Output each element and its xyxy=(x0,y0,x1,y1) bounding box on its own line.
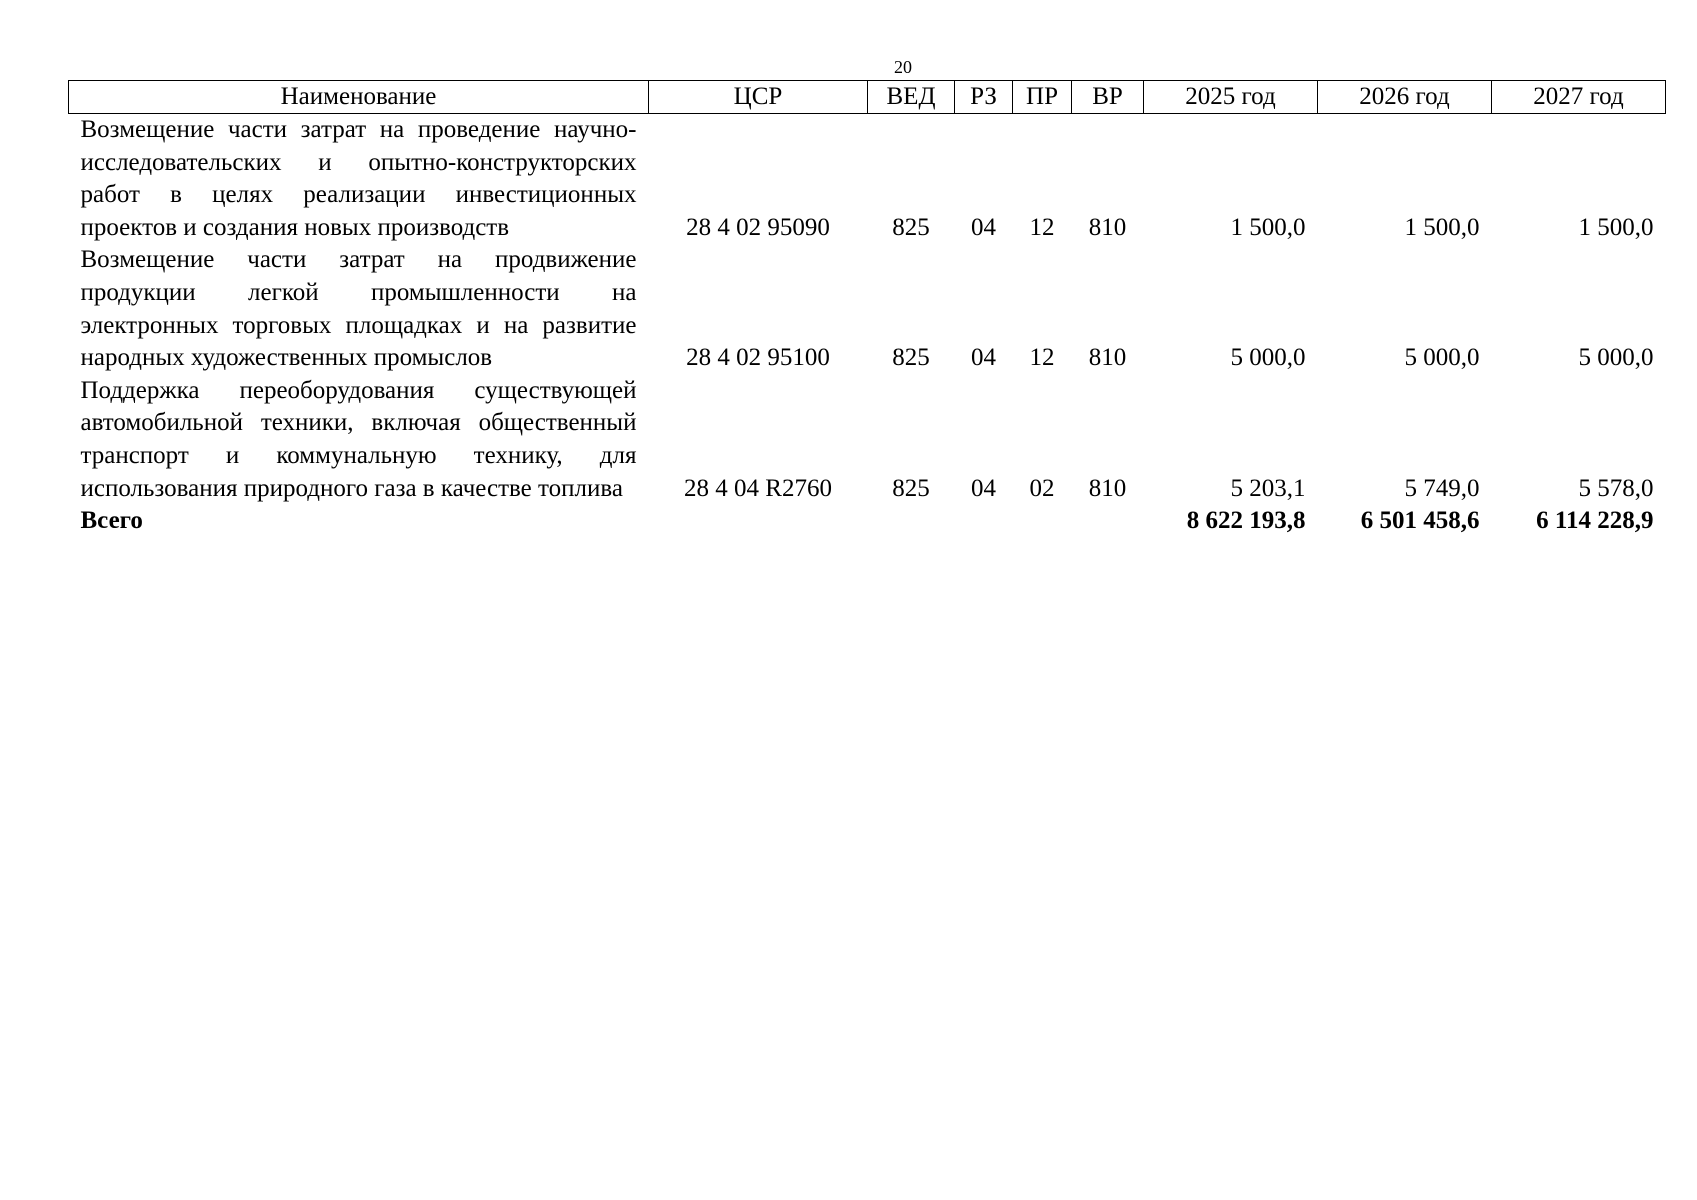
row-vr: 810 xyxy=(1088,344,1127,372)
row-rz: 04 xyxy=(971,213,996,241)
row-name: Поддержка переоборудования существующей автомобильной техники, включая общественный транспорт и коммунальную технику, для использования природного газа в качестве топлива xyxy=(80,376,637,502)
total-2025: 8 622 193,8 xyxy=(1186,507,1306,535)
row-csr: 28 4 02 95100 xyxy=(686,344,830,372)
row-2027: 1 500,0 xyxy=(1578,213,1654,241)
row-name: Возмещение части затрат на продвижение продукции легкой промышленности на электронных торговых площадках и на развитие народных художественных промыслов xyxy=(80,246,637,372)
total-label: Всего xyxy=(80,507,143,535)
header-name: Наименование xyxy=(69,81,649,114)
total-2027: 6 114 228,9 xyxy=(1536,507,1654,535)
row-pr: 12 xyxy=(1029,344,1055,372)
row-ved: 825 xyxy=(892,474,930,502)
row-vr: 810 xyxy=(1088,213,1127,241)
row-csr: 28 4 04 R2760 xyxy=(684,474,832,502)
row-pr: 02 xyxy=(1029,474,1055,502)
header-pr: ПР xyxy=(1013,81,1072,114)
budget-table xyxy=(68,80,1666,538)
row-2025: 5 203,1 xyxy=(1230,474,1306,502)
row-pr: 12 xyxy=(1029,213,1055,241)
row-vr: 810 xyxy=(1088,474,1127,502)
row-2025: 5 000,0 xyxy=(1230,344,1306,372)
header-vr: ВР xyxy=(1072,81,1144,114)
row-ved: 825 xyxy=(892,213,930,241)
table-row xyxy=(69,244,1666,374)
table-header-row xyxy=(69,81,1666,114)
header-rz: РЗ xyxy=(955,81,1013,114)
total-row xyxy=(69,505,1666,538)
row-2026: 5 749,0 xyxy=(1404,474,1480,502)
header-2025: 2025 год xyxy=(1144,81,1318,114)
row-name: Возмещение части затрат на проведение научно-исследовательских и опытно-конструкторских работ в целях реализации инвестиционных проектов и создания новых производств xyxy=(80,116,637,241)
row-rz: 04 xyxy=(971,344,996,372)
table-row xyxy=(69,375,1666,505)
row-csr: 28 4 02 95090 xyxy=(686,213,830,241)
row-2027: 5 000,0 xyxy=(1578,344,1654,372)
row-2026: 1 500,0 xyxy=(1404,213,1480,241)
page-number: 20 xyxy=(894,57,912,77)
row-2026: 5 000,0 xyxy=(1404,344,1480,372)
header-2026: 2026 год xyxy=(1318,81,1492,114)
total-2026: 6 501 458,6 xyxy=(1360,507,1480,535)
row-2025: 1 500,0 xyxy=(1230,213,1306,241)
row-ved: 825 xyxy=(892,344,930,372)
table-row xyxy=(69,114,1666,245)
row-2027: 5 578,0 xyxy=(1578,474,1654,502)
header-ved: ВЕД xyxy=(868,81,955,114)
header-2027: 2027 год xyxy=(1492,81,1666,114)
row-rz: 04 xyxy=(971,474,996,502)
header-csr: ЦСР xyxy=(649,81,868,114)
